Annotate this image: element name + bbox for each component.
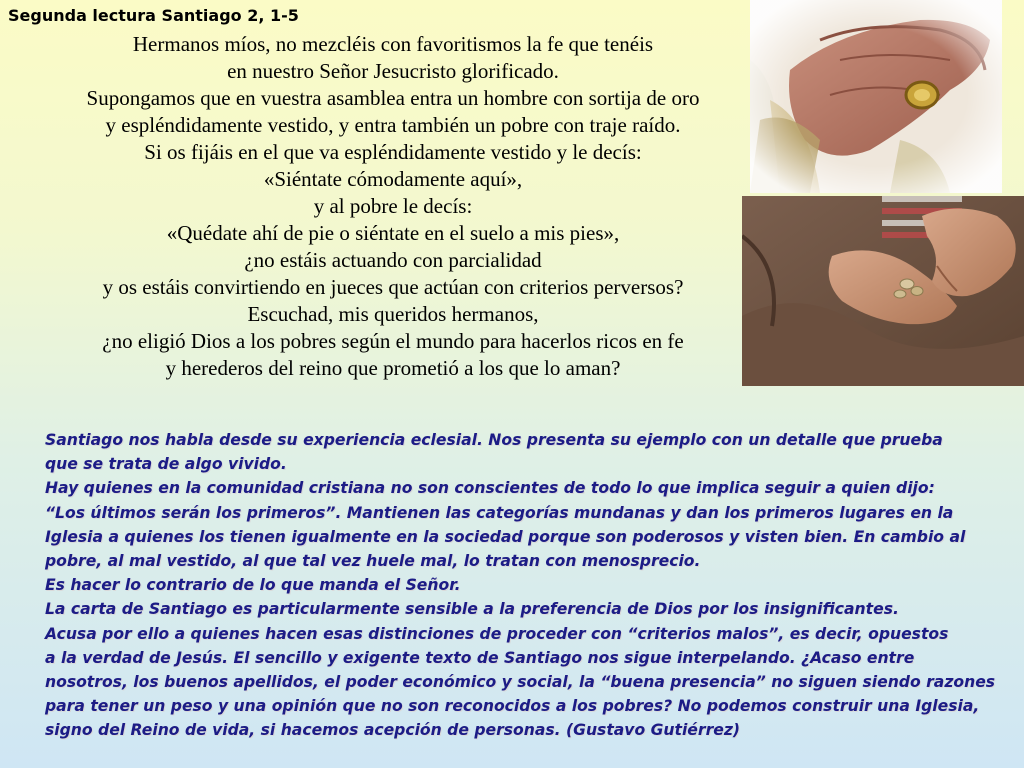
commentary-text xyxy=(45,428,1005,743)
reading-line: ¿no eligió Dios a los pobres según el mundo para hacerlos ricos en fe xyxy=(102,329,684,353)
commentary-line: que se trata de algo vivido. xyxy=(45,455,287,474)
reading-line: y os estáis convirtiendo en jueces que actúan con criterios perversos? xyxy=(102,275,684,299)
reading-text xyxy=(18,31,768,382)
reading-line: y espléndidamente vestido, y entra también un pobre con traje raído. xyxy=(105,113,681,137)
hands-holding-coins-image xyxy=(742,196,1024,386)
commentary-line: a la verdad de Jesús. El sencillo y exigente texto de Santiago nos sigue interpelando. ¿Acaso entre xyxy=(45,648,915,667)
reading-line: Hermanos míos, no mezcléis con favoritismos la fe que tenéis xyxy=(132,32,654,56)
reading-line: y herederos del reino que prometió a los que lo aman? xyxy=(165,356,621,380)
commentary-line: Iglesia a quienes los tienen igualmente en la sociedad porque son poderosos y visten bien. En cambio al xyxy=(45,527,966,546)
commentary-line: “Los últimos serán los primeros”. Mantienen las categorías mundanas y dan los primeros lugares en la xyxy=(45,503,954,522)
commentary-line: para tener un peso y una opinión que no son reconocidos a los pobres? No podemos construir una Iglesia, xyxy=(45,697,980,716)
reading-line: en nuestro Señor Jesucristo glorificado. xyxy=(227,59,559,83)
reading-line: «Siéntate cómodamente aquí», xyxy=(263,167,523,191)
commentary-line: signo del Reino de vida, si hacemos acepción de personas. (Gustavo Gutiérrez) xyxy=(45,721,741,740)
hands-with-gold-ring-image xyxy=(750,0,1002,193)
reading-line: Supongamos que en vuestra asamblea entra un hombre con sortija de oro xyxy=(86,86,700,110)
reading-line: Escuchad, mis queridos hermanos, xyxy=(247,302,539,326)
commentary-line: Acusa por ello a quienes hacen esas distinciones de proceder con “criterios malos”, es decir, opuestos xyxy=(45,624,949,643)
commentary-line: Santiago nos habla desde su experiencia eclesial. Nos presenta su ejemplo con un detalle que prueba xyxy=(45,431,943,449)
reading-heading: Segunda lectura Santiago 2, 1-5 xyxy=(8,6,299,25)
commentary-line: nosotros, los buenos apellidos, el poder económico y social, la “buena presencia” no siguen siendo razones xyxy=(45,673,996,692)
reading-line: «Quédate ahí de pie o siéntate en el suelo a mis pies», xyxy=(166,221,620,245)
reading-line: ¿no estáis actuando con parcialidad xyxy=(244,248,542,272)
commentary-line: Es hacer lo contrario de lo que manda el Señor. xyxy=(45,576,461,595)
commentary-line: La carta de Santiago es particularmente sensible a la preferencia de Dios por los insignificantes. xyxy=(45,600,899,619)
reading-line: y al pobre le decís: xyxy=(313,194,473,218)
commentary-line: Hay quienes en la comunidad cristiana no son conscientes de todo lo que implica seguir a quien dijo: xyxy=(45,479,935,498)
commentary-line: pobre, al mal vestido, al que tal vez huele mal, lo tratan con menosprecio. xyxy=(45,552,701,571)
reading-line: Si os fijáis en el que va espléndidamente vestido y le decís: xyxy=(144,140,642,164)
